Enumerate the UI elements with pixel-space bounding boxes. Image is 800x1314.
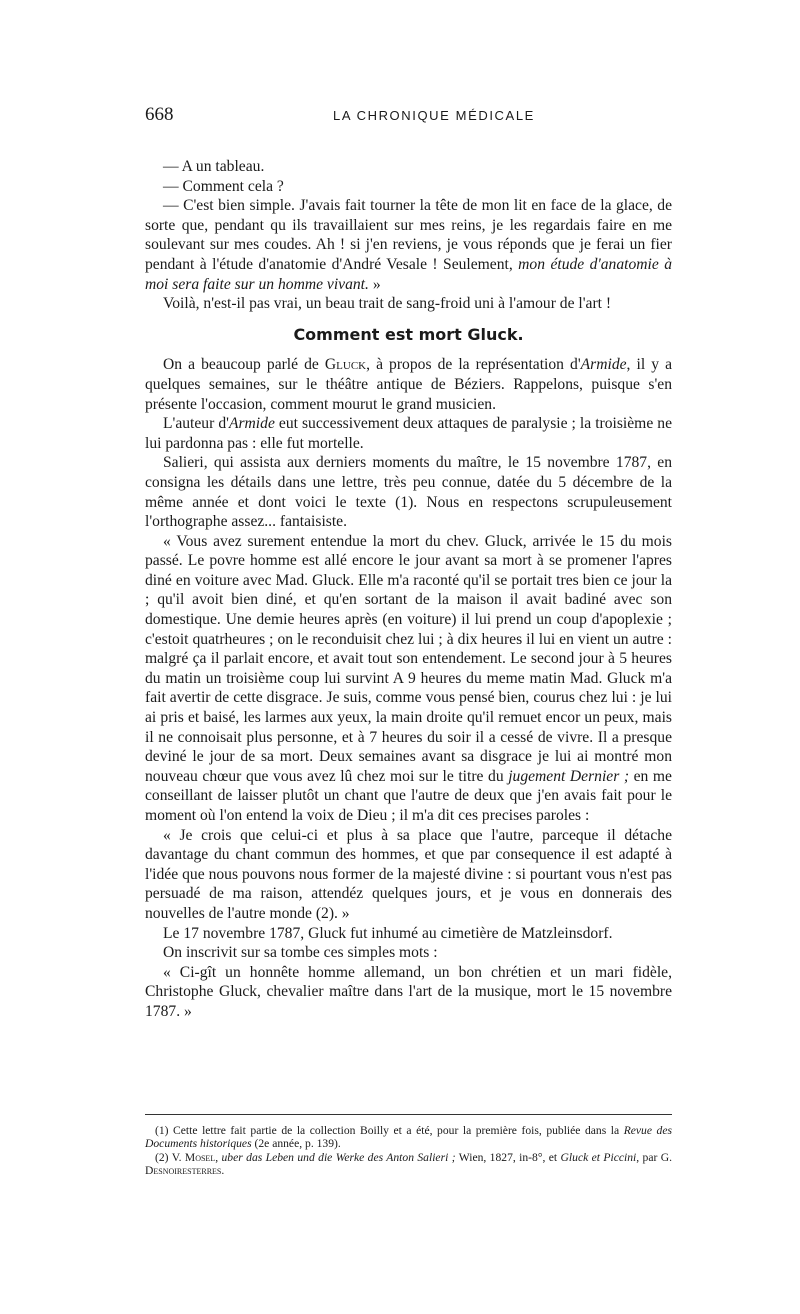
text-run: en me conseillant de laisser plutôt un chant que l'autre de deux que j'en avais fait pour le moment où l'on entend la voix de Dieu ; il m'a dit ces precises paroles : (145, 767, 672, 824)
dialogue-text: — C'est bien simple. J'avais fait tourner la tête de mon lit en face de la glace, de sorte que, pendant qu ils travaillaient sur mes reins, je les regardais faire en me soulevant sur mes coudes. Ah ! si j'en reviens, je vous réponds que je ferai un fier pendant à l'étude d'anatomie d'André Vesale ! Seulement, (145, 197, 672, 273)
page-number: 668 (145, 104, 174, 125)
dialogue-italic: mon étude d'anatomie à moi sera faite sur un homme vivant. (145, 255, 672, 293)
text-run: , par G. (636, 1150, 672, 1164)
text-run: (2) V. (155, 1150, 185, 1164)
letter-paragraph (145, 532, 672, 826)
text-run: (2e année, p. 139). (251, 1137, 341, 1151)
journal-name: Revue des Documents historiques (145, 1124, 672, 1151)
quote-paragraph: « Je crois que celui-ci et plus à sa place que l'autre, parceque il détache davantage du chant commun des hommes, et que par consequence il est adapté à l'idée que nous pouvons nous former de la majesté divine : si pourtant vous n'est pas persuadé de ma raison, attendéz quelques jours, et je vous en donnerais des nouvelles de l'autre monde (2). » (145, 826, 672, 922)
work-title: jugement Dernier ; (508, 767, 630, 785)
text-run: , à propos de la représentation d' (366, 356, 581, 374)
dialogue-line: — A un tableau. (163, 158, 265, 175)
text-run: . (221, 1164, 225, 1178)
text-run: L'auteur d' (163, 415, 229, 433)
section-heading: Comment est mort Gluck. (293, 324, 524, 344)
body-text (145, 157, 672, 1022)
epitaph: « Ci-gît un honnête homme allemand, un bon chrétien et un mari fidèle, Christophe Gluck, chevalier maître dans l'art de la musique, mort le 15 novembre 1787. » (145, 963, 672, 1020)
author-name: Desnoiresterres (145, 1164, 222, 1178)
paragraph (145, 355, 672, 414)
journal-title: LA CHRONIQUE MÉDICALE (333, 108, 535, 123)
footnote-rule (145, 1114, 672, 1115)
text-run: On a beaucoup parlé de (163, 356, 325, 374)
composer-name: Gluck (324, 356, 367, 374)
paragraph (145, 414, 672, 453)
dialogue-text: » (368, 275, 381, 293)
work-title: Armide (228, 415, 275, 433)
paragraph: Voilà, n'est-il pas vrai, un beau trait de sang-froid uni à l'amour de l'art ! (163, 295, 612, 313)
work-title: Armide (580, 356, 627, 374)
footnote-2 (145, 1151, 672, 1178)
text-run: (1) Cette lettre fait partie de la collection Boilly et a été, pour la première fois, publiée dans la (155, 1124, 624, 1137)
author-name: Mosel (184, 1150, 216, 1164)
footnote-1 (145, 1124, 672, 1151)
book-title: Gluck et Piccini (560, 1150, 637, 1164)
footnotes (145, 1124, 672, 1178)
text-run: , il y a quelques semaines, sur le théâtre antique de Béziers. Rappelons, puisque s'en présente l'occasion, comment mourut le grand musicien. (145, 356, 672, 413)
book-title: uber das Leben und die Werke des Anton Salieri ; (221, 1150, 456, 1164)
dialogue-line (145, 196, 672, 294)
text-run: « Vous avez surement entendue la mort du chev. Gluck, arrivée le 15 du mois passé. Le povre homme est allé encore le jour avant sa mort à se promener l'apres diné en voiture avec Mad. Gluck. Elle m'a raconté qu'il se portait tres bien ce jour la ; qu'il avoit bien diné, et qu'en sortant de la maison il avait badiné avec son domestique. Une demie heures après (en voiture) il lui prend un coup d'apoplexie ; c'estoit quatrheures ; on le reconduisit chez lui ; à dix heures il lui en vient un autre : malgré ça il parlait encore, et avait tout son entendement. Le second jour à 5 heures du matin un troisième coup lui survint A 9 heures du meme matin Mad. Gluck m'a fait avertir de cette disgrace. Je suis, comme vous pensé bien, courus chez lui : je lui ai pris et baisé, les larmes aux yeux, la main droite qu'il remuet encor un peux, mais il ne connoisait plus personne, et à 7 heures du soir il a cessé de vivre. Il a presque deviné le jour de sa mort. Deux semaines avant sa disgrace je lui ai montré mon nouveau chœur que vous avez lû chez moi sur le titre du (145, 532, 672, 785)
paragraph: On inscrivit sur sa tombe ces simples mots : (163, 944, 438, 962)
text-run: , (215, 1150, 222, 1164)
text-run: Wien, 1827, in-8°, et (455, 1150, 561, 1164)
text-run: eut successivement deux attaques de paralysie ; la troisième ne lui pardonna pas : elle fut mortelle. (145, 415, 672, 452)
running-head (145, 104, 671, 126)
paragraph: Le 17 novembre 1787, Gluck fut inhumé au cimetière de Matzleinsdorf. (163, 924, 613, 942)
paragraph: Salieri, qui assista aux derniers moments du maître, le 15 novembre 1787, en consigna les détails dans une lettre, très peu connue, datée du 5 décembre de la même année et dont voici le texte (1). Nous en respectons scrupuleusement l'orthographe assez... fantaisiste. (145, 454, 672, 531)
dialogue-line: — Comment cela ? (163, 177, 284, 195)
